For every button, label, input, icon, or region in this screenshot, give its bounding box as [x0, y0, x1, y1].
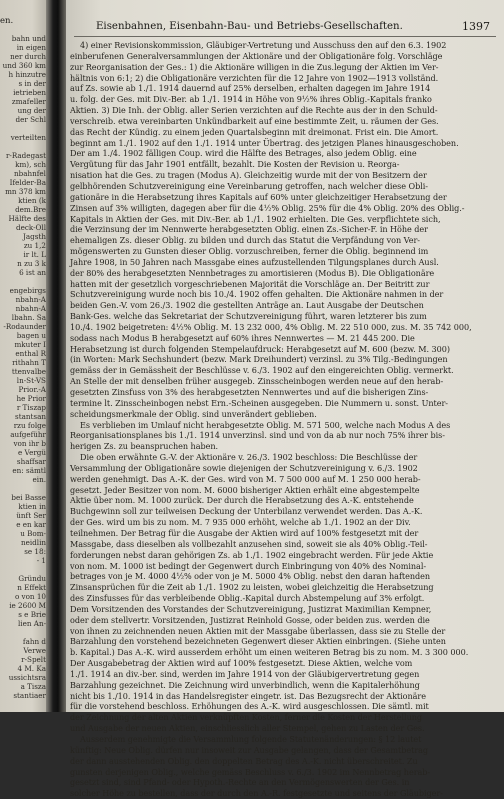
left-page-line: ie 2600 M: [9, 601, 46, 610]
body-line: Aktie über nom. M. 1000 zurück. Der durch die Herabsetzung des A.-K. entstehende: [70, 495, 414, 506]
body-line: von nom. M. 1000 ist bedingt der Gegenwert durch Einbringung von 40% des Nominal-: [70, 560, 427, 571]
left-page-line: ktien in: [18, 502, 46, 511]
body-line: forderungen nebst daran gehörigen Zs. ab 1./1. 1902 eingebracht werden. Für jede Aktie: [70, 549, 434, 560]
left-page-line: ietrieben: [13, 88, 46, 97]
left-page-line: he Prior: [16, 394, 46, 403]
body-line: Kapitals in Aktien der Ges. mit Div.-Ber. ab 1./1. 1902 erhielten. Die Ges. verpflichtete sich,: [70, 213, 441, 224]
body-line: hatten mit der gesetzlich vorgeschriebenen Majorität die Vorschläge an. Der Beitritt zur: [70, 278, 430, 289]
left-page-line: en: sämtl: [12, 466, 46, 475]
body-line: solcher Höhe zu bestellen, dass der durch den A.-R. festgesetzte und seitens der Gläubiger-: [70, 788, 443, 799]
body-line: Barzahlung gezeichnet. Die Zeichnung wird unverbindlich, wenn die Kapitalerhöhung: [70, 679, 420, 690]
left-page-line: ir lt. L: [23, 250, 46, 259]
body-line: für die vorstehend beschloss. Erhöhungen des A.-K. wird ausgeschlossen. Die sämtl. mit: [70, 701, 429, 712]
body-line: nisation hat die Ges. zu tragen (Modus A). Gleichzeitig wurde mit der von Besitzern der: [70, 170, 427, 181]
body-line: das Recht der Kündig. zu einem jeden Quartalsbeginn mit dreimonat. Frist ein. Die Amort.: [70, 126, 439, 137]
left-page-line: s e Brie: [18, 610, 46, 619]
left-page-line: [0, 565, 46, 574]
left-page-line: dem.Bre: [15, 205, 46, 214]
left-page-line: nbahn-A: [15, 304, 46, 313]
body-line: betrages von je M. 4000 4½% oder von je M. 5000 4% Oblig. nebst den daran haftenden: [70, 571, 431, 582]
body-line: des Zinsfusses für das verbleibende Oblig.-Kapital durch Abstempelung auf 3% erfolgt.: [70, 593, 425, 604]
body-line: Reorganisationsplanes bis 1./1. 1914 unverzinsl. sind und von da ab nur noch 75% ihrer bis-: [70, 430, 445, 441]
left-page-line: stantsan: [15, 412, 46, 421]
body-line: herigen Zs. zu beanspruchen haben.: [70, 441, 219, 452]
left-page-line: bei Basse: [11, 493, 46, 502]
body-line: An Stelle der mit denselben früher ausgegeb. Zinsscheinbogen werden neue auf den herab-: [70, 376, 444, 387]
body-line: (in Worten: Mark Sechshundert (bezw. Mark Dreihundert) verzinsl. zu 3% Tilg.-Bedingungen: [70, 354, 448, 365]
body-line: gationäre in die Herabsetzung ihres Kapitals auf 60% unter gleichzeitiger Herabsetzung der: [70, 191, 447, 202]
left-page-line: -Rodaunder: [3, 322, 46, 331]
left-page-line: ttenvalbe: [11, 367, 46, 376]
left-page-line: Verwe: [23, 646, 46, 655]
page-header: [66, 20, 496, 34]
left-page-line: bagen u: [16, 331, 46, 340]
left-page-line: - 1: [36, 556, 46, 565]
left-page-line: fahn d: [22, 637, 46, 646]
left-page-line: engebirgs: [9, 286, 46, 295]
left-page-line: shaffsar: [16, 457, 46, 466]
body-line: u. folg. der Ges. mit Div.-Ber. ab 1./1. 1914 in Höhe von 9½% ihres Oblig.-Kapitals franko: [70, 94, 432, 105]
left-page-line: rzu folge: [13, 421, 46, 430]
left-page-line: [0, 484, 46, 493]
body-line: Massgabe, dass dieselben als vollbezahlt anzusehen sind, soweit sie als 40% Oblig.-Teil-: [70, 538, 428, 549]
left-page-line: verteilten: [10, 133, 46, 142]
body-line: Jahre 1908, in 50 Jahren nach Massgabe eines aufzustellenden Tilgungsplanes durch Ausl.: [70, 256, 439, 267]
body-line: Aktien. 3) Die Inh. der Oblig. aller Serien verzichten auf die Rechte aus der in den Schuld-: [70, 105, 438, 116]
body-line: einberufenen Generalversammlungen der Aktionäre und der Obligationäre folg. Vorschläge: [70, 50, 443, 61]
left-page-line: von ihr b: [13, 439, 46, 448]
left-page-line: 6 ist an: [19, 268, 46, 277]
left-page-line: stantiaer: [13, 691, 46, 700]
body-line: werden genehmigt. Das A.-K. der Ges. wird von M. 7 500 000 auf M. 1 250 000 herab-: [70, 473, 421, 484]
left-page-line: nbahnfel: [14, 169, 46, 178]
body-line: hältnis von 6:1; 2) die Obligationäre verzichten für die 12 Jahre von 1902—1913 vollständ.: [70, 72, 439, 83]
left-page-line: o von 10: [14, 592, 46, 601]
left-page-line: enthal R: [15, 349, 46, 358]
body-line: Zinsansprüchen für die Zeit ab 1./1. 1902 zu leisten, wobei gleichzeitig die Herabsetzung: [70, 582, 434, 593]
left-page-line: u Bom-: [20, 529, 46, 538]
body-line: künftig: Neue Oblig. dürfen nur insoweit zur Ausgabe gelangen, dass der Gesamtbetrag: [70, 744, 429, 755]
left-page-line: e Vergü: [18, 448, 46, 457]
body-line: termine lt. Zinsscheinbogen nebst Ern.-Scheinen ausgegeben. Die Nummern u. sonst. Unter-: [70, 397, 448, 408]
body-line: der Zeichnung der alten Aktien verknüpften Kosten, ferner die Kosten der Herstellung: [70, 712, 423, 723]
body-line: nicht bis 1./10. 1914 in das Handelsregister eingetr. ist. Das Bezugsrecht der Aktionäre: [70, 690, 426, 701]
left-page-line: ung der: [17, 106, 46, 115]
left-page-line: ktien (k: [18, 196, 46, 205]
body-line: gesetzt sind, sind Pfand- oder Hypoth.-Rechte an den Vermögenswerten der Ges. in: [70, 777, 410, 788]
left-page-line: neidlin: [20, 538, 46, 547]
left-page-line: e en kar: [16, 520, 46, 529]
body-text: [70, 40, 496, 799]
left-page-line: bahn und: [11, 34, 46, 43]
body-line: und Ausgabe der neuen Aktien, einschliesslich aller Stempel, gehen zu Lasten der Ges.: [70, 723, 425, 734]
left-page-header: en.: [0, 16, 14, 26]
body-line: gunsten derjenigen Oblig., welche gemäss Beschluss v. 6./3. 1902 im Nennbetrag herab-: [70, 766, 431, 777]
left-page-line: Hälfte des: [8, 214, 46, 223]
left-page-line: h hinzutre: [8, 70, 46, 79]
body-line: Buchgewinn soll zur teilweisen Deckung der Unterbilanz verwendet werden. Das A.-K.: [70, 506, 423, 517]
body-line: zur Reorganisation der Ges.: 1) die Aktionäre willigen in die Zus.legung der Aktien im Ver-: [70, 61, 439, 72]
left-page-line: lien An-: [17, 619, 46, 628]
body-line: 10./4. 1902 beigetreten: 4½% Oblig. M. 13 232 000, 4% Oblig. M. 22 510 000, zus. M. 35 742 000,: [70, 321, 472, 332]
body-line: scheidungsmerkmale der Oblig. sind unverändert geblieben.: [70, 408, 317, 419]
left-page-line: nbahn-A: [15, 295, 46, 304]
body-line: mögenswerten zu Gunsten dieser Oblig. vorzuschreiben, ferner die Oblig. beginnend im: [70, 246, 429, 257]
body-line: sodass nach Modus B herabgesetzt auf 60% ihres Nennwertes — M. 21 445 200. Die: [70, 332, 415, 343]
body-line: beiden Gen.-V. vom 26./3. 1902 die gestellten Anträge an. Laut Ausgabe der Deutschen: [70, 300, 424, 311]
left-page-line: ünft Ser: [16, 511, 46, 520]
body-line: gesetzt. Jeder Besitzer von nom. M. 6000 bisheriger Aktien erhält eine abgestempelte: [70, 484, 420, 495]
left-page-line: und 360 km: [2, 61, 46, 70]
left-page-line: r Tiszap: [16, 403, 46, 412]
body-line: gemäss der in Gemässheit der Beschlüsse v. 6./3. 1902 auf den eingereichten Oblig. vermerkt.: [70, 365, 454, 376]
left-page-line: km), sch: [15, 160, 46, 169]
body-line: der dann ausstehenden Oblig. den doppelten Betrag des A.-K. nicht überschreitet. Zu: [70, 755, 418, 766]
body-line: Barzahlung den vorstehend bezeichneten Gegenwert dieser Aktien einbringen. (Siehe unten: [70, 636, 446, 647]
left-page-line: [0, 628, 46, 637]
body-line: oder dem stellvertr. Vorsitzenden, Justizrat Reinhold Gosse, oder beiden zus. werden die: [70, 614, 430, 625]
header-rule: [74, 36, 496, 37]
body-line: Vergütung für das Jahr 1901 entfällt, bezahlt. Die Kosten der Revision u. Reorga-: [70, 159, 400, 170]
left-page-line: in eigen: [16, 43, 46, 52]
body-line: Der Ausgabebetrag der Aktien wird auf 100% festgesetzt. Diese Aktien, welche vom: [70, 658, 413, 669]
left-page-line: deck-Oll: [15, 223, 46, 232]
left-page-line: mkuter I: [14, 340, 46, 349]
right-page: [66, 0, 504, 799]
left-page-line: aufgeführ: [10, 430, 46, 439]
left-page-line: n Effekt: [17, 583, 46, 592]
left-page-line: ner durch: [10, 52, 46, 61]
left-page-line: r-Spelt: [21, 655, 46, 664]
page-number: 1397: [462, 20, 490, 33]
body-line: gelbhörenden Schutzvereinigung eine Vereinbarung getroffen, nach welcher diese Obli-: [70, 180, 428, 191]
running-head: Eisenbahnen, Eisenbahn-Bau- und Betriebs-Gesellschaften.: [96, 21, 403, 32]
body-line: die Verzinsung der im Nennwerte herabgesetzten Oblig. einen Zs.-Sicher-F. in Höhe der: [70, 224, 428, 235]
body-line: gesetzten Zinsfuss von 3% des herabgesetzten Nennwertes und auf die bisherigen Zins-: [70, 387, 429, 397]
body-line: Es verblieben im Umlauf nicht herabgesetzte Oblig. M. 571 500, welche nach Modus A des: [80, 419, 451, 430]
body-line: Dem Vorsitzenden des Vorstandes der Schutzvereinigung, Justizrat Maximilian Kempner,: [70, 603, 432, 614]
body-line: Versammlung der Obligationäre sowie diejenigen der Schutzvereinigung v. 6./3. 1902: [70, 462, 418, 473]
body-line: 1./1. 1914 an div.-ber. sind, werden im Jahre 1914 von der Gläubigervertretung gegen: [70, 668, 420, 679]
left-facing-page: [0, 0, 46, 712]
body-line: Schutzvereinigung wurde noch bis 10./4. 1902 offen gehalten. Die Aktionäre nahmen in der: [70, 289, 444, 300]
body-line: der 80% des herabgesetzten Nennbetrages zu amortisieren (Modus B). Die Obligationäre: [70, 267, 435, 278]
body-line: beginnt am 1./1. 1902 auf den 1./1. 1914 unter Übertrag. des jetzigen Planes hinausgeschoben.: [70, 137, 459, 148]
body-line: Zinsen auf 3% willigten, dagegen aber für die 4½% Oblig. 25% für die 4% Oblig. 20% des Oblig.-: [70, 202, 465, 213]
left-page-line: Jagsth: [23, 232, 46, 241]
body-line: der Ges. wird um bis zu nom. M. 7 935 000 erhöht, welche ab 1./1. 1902 an der Div.: [70, 517, 411, 528]
body-line: von ihnen zu zeichnenden neuen Aktien mit der Massgabe überlassen, dass sie zu Stelle der: [70, 625, 446, 636]
left-page-line: zmafeller: [11, 97, 46, 106]
body-line: b. Kapital.) Das A.-K. wird ausserdem erhöht um einen weiteren Betrag bis zu nom. M. 3 300 000.: [70, 647, 469, 658]
body-line: auf Zs. sowie ab 1./1. 1914 dauernd auf 25% derselben, erhalten dagegen im Jahre 1914: [70, 83, 431, 94]
left-page-line: 4 M. Ka: [17, 664, 46, 673]
left-page-line: ein.: [32, 475, 46, 484]
left-page-line: [0, 142, 46, 151]
left-page-line: ln-St-VS: [16, 376, 46, 385]
left-page-line: mn 378 km: [5, 187, 46, 196]
body-line: Der am 1./4. 1902 fälligen Coup. wird die Hälfte des Betrages, also jedem Oblig. eine: [70, 148, 417, 159]
body-line: 4) einer Revisionskommission, Gläubiger-Vertretung und Ausschuss den auf den 6.3. 1902: [80, 40, 447, 50]
left-page-line: r-Radegast: [5, 151, 46, 160]
body-line: ehemaligen Zs. dieser Oblig. zu bilden und durch das Statut die Verpfändung von Ver-: [70, 235, 420, 246]
body-line: teilnehmen. Der Betrag für die Ausgabe der Aktien wird auf 100% festgesetzt mit der: [70, 527, 419, 538]
left-page-line: [0, 277, 46, 286]
left-page-line: zu 1,2: [23, 241, 46, 250]
left-page-line: [0, 124, 46, 133]
left-page-line: n zu 3 k: [17, 259, 46, 268]
left-page-line: Gründu: [18, 574, 46, 583]
left-page-line: lbahn. Sa: [11, 313, 46, 322]
body-line: Ausserdem genehmigte die Versammlung folgende Statutenänderungen: § 12 lautet: [80, 734, 422, 744]
left-page-line: Ifelder-Ba: [9, 178, 46, 187]
left-page-line: ussichtsra: [8, 673, 46, 682]
left-page-line: rithahn T: [12, 358, 46, 367]
body-line: verschreib. etwa vereinbarten Unkündbarkeit auf eine bestimmte Zeit, u. räumen der Ges.: [70, 115, 439, 126]
left-page-line: se 18:: [24, 547, 46, 556]
body-line: Die oben erwähnte G.-V. der Aktionäre v. 26./3. 1902 beschloss: Die Beschlüsse der: [80, 452, 418, 463]
book-gutter: [46, 0, 66, 712]
left-page-line: der Schl: [15, 115, 46, 124]
left-page-line: a Tisza: [20, 682, 46, 691]
left-page-line: s in der: [18, 79, 46, 88]
body-line: Bank-Ges. welche das Sekretariat der Schutzvereinigung führt, waren letzterer bis zum: [70, 311, 427, 322]
left-page-line: Prior.-A: [18, 385, 46, 394]
body-line: Herabsetzung ist durch folgenden Stempelaufdruck: Herabgesetzt auf M. 600 (bezw. M. 300): [70, 343, 450, 354]
